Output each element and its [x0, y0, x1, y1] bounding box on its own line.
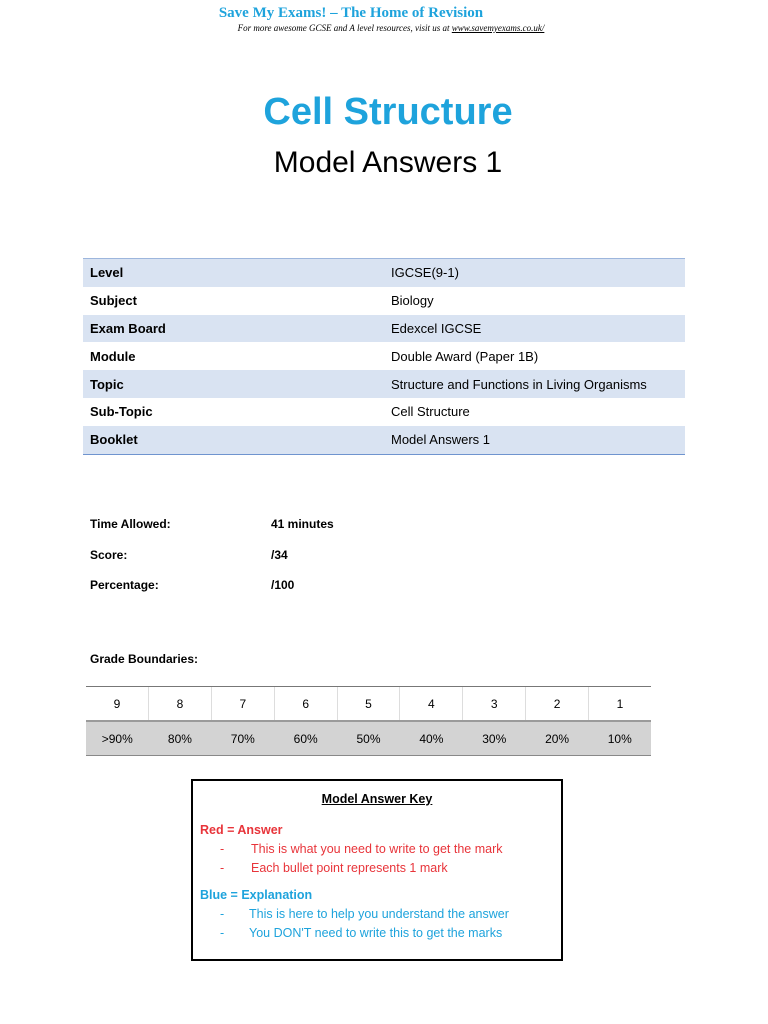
info-key: Sub-Topic: [90, 404, 153, 420]
site-header-subtitle: [0, 23, 768, 33]
time-allowed-label: Time Allowed:: [90, 517, 171, 531]
info-key: Exam Board: [83, 315, 384, 343]
percentage-cell: 30%: [463, 721, 526, 756]
score-value: /34: [271, 548, 288, 562]
info-row-booklet: [83, 426, 685, 454]
document-subtitle: Model Answers 1: [273, 146, 503, 179]
percentage-cell: 60%: [274, 721, 337, 756]
time-allowed-value: 41 minutes: [271, 517, 334, 531]
info-row-subject: [83, 287, 685, 315]
percentage-cell: 20%: [526, 721, 589, 756]
grade-cell: 3: [463, 687, 526, 722]
percentage-value: /100: [271, 578, 295, 592]
red-item-2: Each bullet point represents 1 mark: [251, 861, 448, 875]
document-title: Cell Structure: [263, 91, 513, 133]
bullet-dash: -: [220, 907, 225, 921]
site-header-subtitle-text: For more awesome GCSE and A level resources, visit us at: [237, 23, 452, 33]
grade-row: [86, 687, 651, 722]
bullet-dash: -: [220, 861, 225, 875]
grade-cell: 2: [526, 687, 589, 722]
grade-cell: 5: [337, 687, 400, 722]
percentage-cell: 80%: [149, 721, 212, 756]
info-value: IGCSE(9-1): [384, 259, 685, 287]
info-value: Double Award (Paper 1B): [391, 348, 539, 364]
site-url-link[interactable]: www.savemyexams.co.uk/: [451, 23, 545, 33]
percentage-row: [86, 721, 651, 756]
percentage-cell: >90%: [86, 721, 149, 756]
info-row-level: [83, 259, 685, 287]
info-value: Structure and Functions in Living Organisms: [384, 370, 685, 398]
blue-item-1: This is here to help you understand the answer: [249, 907, 509, 921]
info-key: Subject: [90, 293, 137, 309]
grade-cell: 7: [211, 687, 274, 722]
percentage-cell: 70%: [211, 721, 274, 756]
info-key: Topic: [83, 370, 384, 398]
info-value: Model Answers 1: [384, 426, 685, 454]
info-table: [83, 258, 685, 455]
red-item-1: This is what you need to write to get the mark: [251, 842, 503, 856]
info-row-module: [83, 342, 685, 370]
site-header-title: Save My Exams! – The Home of Revision: [218, 5, 484, 21]
grade-cell: 6: [274, 687, 337, 722]
info-row-exam-board: [83, 315, 685, 343]
answer-key-title: Model Answer Key: [321, 792, 433, 806]
red-answer-heading: Red = Answer: [200, 823, 283, 837]
grade-cell: 9: [86, 687, 149, 722]
grade-boundaries-table: [86, 686, 651, 756]
grade-cell: 4: [400, 687, 463, 722]
bullet-dash: -: [220, 842, 225, 856]
percentage-cell: 50%: [337, 721, 400, 756]
info-key: Booklet: [83, 426, 384, 454]
grade-boundaries-label: Grade Boundaries:: [90, 652, 199, 666]
blue-explanation-heading: Blue = Explanation: [200, 888, 313, 902]
bullet-dash: -: [220, 926, 225, 940]
info-value: Biology: [391, 293, 434, 309]
score-label: Score:: [90, 548, 128, 562]
blue-item-2: You DON'T need to write this to get the marks: [249, 926, 503, 940]
percentage-cell: 10%: [589, 721, 651, 756]
grade-cell: 1: [589, 687, 651, 722]
info-key: Module: [90, 348, 136, 364]
info-row-sub-topic: [83, 398, 685, 426]
model-answer-key-box: [191, 779, 563, 961]
info-key: Level: [83, 259, 384, 287]
grade-cell: 8: [149, 687, 212, 722]
info-value: Edexcel IGCSE: [384, 315, 685, 343]
info-value: Cell Structure: [391, 404, 470, 420]
percentage-label: Percentage:: [90, 578, 159, 592]
percentage-cell: 40%: [400, 721, 463, 756]
info-row-topic: [83, 370, 685, 398]
